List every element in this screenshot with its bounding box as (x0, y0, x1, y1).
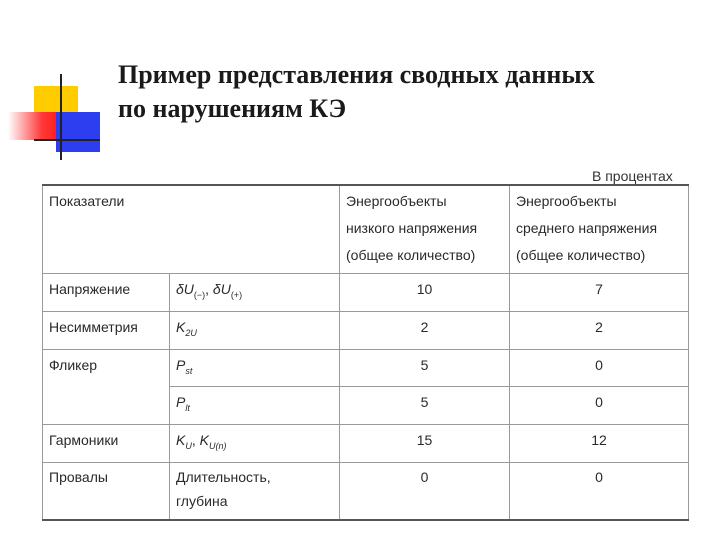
header-low-line2: низкого напряжения (346, 220, 478, 236)
row-mid-value: 7 (510, 274, 689, 312)
row-low-value: 15 (340, 425, 510, 463)
row-symbol (170, 387, 340, 425)
symbol-a-sub: (−) (193, 289, 206, 300)
row-symbol (170, 462, 340, 520)
title-line-1: Пример представления сводных данных (118, 60, 595, 89)
symbol-a-sub: U (185, 440, 192, 451)
row-symbol (170, 274, 340, 312)
row-indicator: Гармоники (43, 425, 170, 463)
logo-vertical-line (60, 74, 62, 160)
header-indicators: Показатели (43, 185, 340, 274)
row-symbol (170, 425, 340, 463)
row-indicator: Провалы (43, 462, 170, 520)
header-low-line3: (общее количество) (346, 247, 476, 263)
symbol-line1: Длительность, (176, 468, 271, 485)
header-medium-voltage (510, 185, 689, 274)
slide-title (118, 58, 718, 126)
header-mid-line3: (общее количество) (516, 247, 646, 263)
symbol-a-sub: lt (185, 403, 190, 414)
symbol-a: K (176, 432, 186, 449)
symbol-sep: , (205, 281, 213, 297)
logo-blue-block (56, 112, 100, 152)
row-low-value: 10 (340, 274, 510, 312)
title-line-2: по нарушениям КЭ (118, 94, 347, 123)
symbol-a-sub: 2U (185, 327, 197, 338)
symbol-b-sub: U(n) (208, 440, 227, 451)
symbol-b-sub: (+) (230, 289, 243, 300)
symbol-a: δU (176, 281, 194, 297)
row-mid-value: 2 (510, 311, 689, 349)
symbol-line2: глубина (176, 492, 228, 509)
row-symbol (170, 349, 340, 387)
violations-table (42, 184, 689, 521)
symbol-sep: , (191, 432, 200, 449)
row-low-value: 5 (340, 349, 510, 387)
table-row (43, 311, 689, 349)
logo-horizontal-line (34, 139, 100, 141)
row-mid-value: 0 (510, 462, 689, 520)
symbol-a: K (176, 318, 186, 335)
symbol-a: P (176, 394, 186, 411)
header-mid-line2: среднего напряжения (516, 220, 658, 236)
table-row (43, 274, 689, 312)
row-mid-value: 12 (510, 425, 689, 463)
header-low-voltage (340, 185, 510, 274)
row-indicator: Фликер (43, 349, 170, 425)
table-row (43, 349, 689, 387)
table-row (43, 425, 689, 463)
table-row (43, 462, 689, 520)
unit-note: В процентах (592, 168, 673, 184)
symbol-a: P (176, 356, 186, 373)
symbol-b: δU (212, 281, 231, 297)
header-low-line1: Энергообъекты (346, 193, 447, 209)
header-mid-line1: Энергообъекты (516, 193, 617, 209)
row-low-value: 5 (340, 387, 510, 425)
row-indicator: Напряжение (43, 274, 170, 312)
row-low-value: 0 (340, 462, 510, 520)
symbol-b: K (199, 432, 209, 449)
row-indicator: Несимметрия (43, 311, 170, 349)
table-header-row (43, 185, 689, 274)
symbol-a-sub: st (185, 365, 193, 376)
row-mid-value: 0 (510, 387, 689, 425)
logo-red-block (8, 112, 56, 140)
row-low-value: 2 (340, 311, 510, 349)
row-symbol (170, 311, 340, 349)
row-mid-value: 0 (510, 349, 689, 387)
